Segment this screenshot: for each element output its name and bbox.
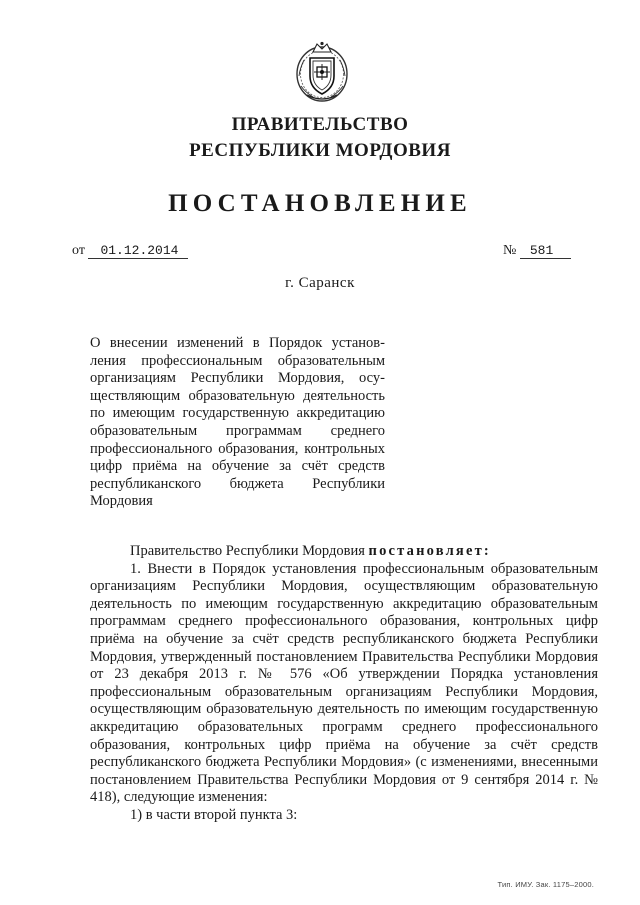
government-name-line2: РЕСПУБЛИКИ МОРДОВИЯ [189, 140, 451, 161]
sub-item-1: 1) в части второй пункта 3: [130, 806, 298, 823]
document-subject: О внесении изменений в Порядок установления профессиональным образовательным организациям Республики Мордовия, осуществляющим образовательную деятельность по имеющим государственную аккредитацию образовательным программам среднего профессионального образования, контрольных цифр приёма на обучение за счёт средств республиканского бюджета Республики Мордовия [90, 335, 385, 510]
number-label: № [503, 243, 517, 258]
date-block [72, 243, 188, 259]
government-name-line1: ПРАВИТЕЛЬСТВО [231, 114, 409, 135]
intro-text: Правительство Республики Мордовия [130, 543, 365, 559]
print-mark: Тип. ИМУ. Зак. 1175–2000. [497, 880, 594, 889]
document-type-title: ПОСТАНОВЛЕНИЕ [168, 190, 472, 217]
city-name: г. Саранск [285, 275, 355, 291]
number-block [503, 243, 571, 259]
document-number: 581 [520, 243, 571, 259]
document-date: 01.12.2014 [88, 243, 188, 259]
document-body [90, 543, 598, 825]
paragraph-1: 1. Внести в Порядок установления профессиональным образовательным организациям Республики Мордовия, осуществляющим образовательную деятельность по имеющим государственную аккредитацию образовательным программам среднего профессионального образования, контрольных цифр приёма на обучение за счёт средств республиканского бюджета Республики Мордовия, утвержденный постановлением Правительства Республики Мордовия от 23 декабря 2013 г. № 576 «Об утверждении Порядка установления профессиональным образовательным организациям Республики Мордовия, осуществляющим образовательную деятельность по имеющим государственную аккредитацию образовательных программ среднего профессионального образования, контрольных цифр приёма на обучение за счёт средств республиканского бюджета Республики Мордовия» (с изменениями, внесенными постановлением Правительства Республики Мордовия от 9 сентября 2014 г. № 418), следующие изменения: [90, 560, 598, 806]
resolves-keyword: постановляет: [368, 543, 491, 559]
coat-of-arms-icon [293, 40, 351, 106]
date-label: от [72, 243, 85, 258]
intro-paragraph [90, 543, 598, 561]
